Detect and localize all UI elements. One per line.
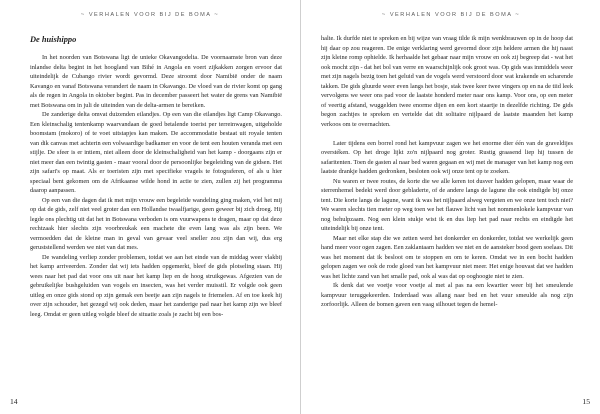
paragraph: Ik denk dat we voetje voor voetje al met al pas na een kwartier weer bij het smeulende kampvuur teruggekeerden. Inderdaad was allang naar bed en het vuur smeulde als nog zijn zorfoorlijk. Alleen de bomen gaven een vaag silhouet tegen de hemel- (321, 282, 573, 308)
paragraph: halte. Ik durfde niet te spreken en bij wijze van vraag tilde ik mijn wenkbrauwen op in de hoop dat hij daar op zou reageren. De enige verklaring werd gevormd door zijn heldere armen die hij naast zijn kleine romp ophielde. Ik herhaalde het gebaar naar mijn vrouw en ook zij begreep dat - wat het ook mocht zijn - dat het bol van verre en waarschijnlijk ook groot was. Op gids was inmiddels weer met zijn nagels bezig toen het geluid van de vogels werd verstoord door wat krakende en scharende takken. De gids gluurde weer even langs het bosje, stak twee keer twee vingers op en na de tiid leek vervolgens we weer ons pad voor de laatste honderd meter naar ons kamp. Voor ons, op een meter of veertig afstand, wuggelden twee enorme dijen en een kort staartje in dezelfde richting. De gids begon zachtjes te spreken en vertelde dat dit solitaire nijlpaard de laatste maanden het kamp verkoos om te overnachten. (321, 35, 573, 128)
running-header (301, 12, 600, 18)
page-number: 15 (582, 397, 590, 406)
paragraph: Nu waren er twee routes, de korte die we alle keren tot dusver hadden gelopen, maar waar de sterrenhemel bedekt werd door gebladerte, of de andere langs de lagune die ook eindigde bij onze tent. Die korte langs de lagune, want ik was het nijlpaard alweg vergeten en we onze tent toch niet? We waren slechts tien meter op weg toen we het flauwe licht van het nommenlokele kampvuur van nog behulpzaam. Nog een klein stukje wist ik en dus liep het pad naar rechts en eindigde het uiteindelijk bij onze tent. (321, 177, 573, 232)
paragraph: De wandeling verliep zonder problemen, totdat we aan het einde van de middag weer vlakbij het kamp arriveerden. Zonder dat wij iets hadden opgemerkt, bleef de gids plotseling staan. Hij wees naar het pad dat voor ons uit naar het kamp liep en de hoog struikgewas. Afgezien van de gebruikelijke bushgeluiden van vogels en insecten, was het verder muisstil. Er volgde ook geen uitleg en onze gids stond op zijn gemak een beetje aan zijn nagels te friemelen. Af en toe keek hij over zijn schouder, het gezegd wij ook deden, maar het zanderige pad naar het kamp zijn we bleef leeg. Omdat er geen uitleg volgde bleef de situatie zoals je zacht bij een bos- (30, 253, 282, 318)
right-page (300, 0, 600, 414)
ornament-icon: ~ (381, 12, 387, 18)
running-header-text: VERHALEN VOOR BIJ DE BOMA (389, 12, 513, 18)
ornament-icon: ~ (214, 12, 220, 18)
chapter-title: De huishippo (30, 35, 77, 44)
running-header-text: VERHALEN VOOR BIJ DE BOMA (88, 12, 212, 18)
ornament-icon: ~ (515, 12, 521, 18)
page-body (30, 34, 282, 319)
running-header (0, 12, 300, 18)
page-number: 14 (10, 397, 18, 406)
paragraph: Later tijdens een borrel rond het kampvuur zagen we het enorme dier één van de graveldijes overstéken. Op het droge lijkt zo'n nijlpaard nog groter. Rustig graasend liep hij tussen de safaritenten. Toen de gasten al naar bed waren gegaan en wij met de manager van het kamp nog een laatste drankje hadden gedronken, besloten ook wij onze tent op te zoeken. (321, 139, 573, 175)
page-body (321, 34, 573, 310)
ornament-icon: ~ (80, 12, 86, 18)
paragraph-gap (321, 129, 573, 139)
paragraph: Op een van die dagen dat ik met mijn vrouw een begeleide wandeling ging maken, viel het mij op dat de gids, zelf niet veel groter dan een Hollandse twaalfjarige, geen geweer bij zich droeg. Hij legde ons plechtig uit dat het in Botswana verboden is om vuurwapens te dragen, maar op dat deze rechtzaak hier slechts zijn voorbreukak een machete die even lang was als zijn been. We vermoedden dat de kleine man in geval van gevaar veel sneller zou zijn dan wij, dus erg geruststellend werden we niet van dat mes. (30, 196, 282, 251)
paragraph: In het noorden van Botswana ligt de unieke Okavangodelta. De voornaamste bron van deze inlandse delta begint in het hoogland van Bihé in Angola en voert zijkakken zorgen ervoor dat uiteindelijk de Cubango rivier wordt gevormd. Deze stroomt door Namibië onder de naam Kavango en vanaf Botswana verandert de naam in Okavango. De vloed van de rivier komt op gang als de regen in Angola in oktober begint. Pas in december passeert het water de grens van Namibië met Botswana om in juli de uiteinden van de delta-armen te bereiken. (30, 54, 282, 109)
paragraph: Maar net elke stap die we zetten werd het donkerder en donkerder, totdat we werkelijk geen hand meer voor ogen zagen. Een zaklantaarn hadden we niet en de aansteker bood geen soelaas. Dit was het moment dat ik besloot om te stoppen en om te keren. Omdat we in een bocht hadden gelopen zagen we ook de rode gloed van het kampvuur niet meer. Het enige houvast dat we hadden was het lichte zand van het smalle pad, ook al was dat op ooghoogte niet te zien. (321, 234, 573, 280)
paragraph: De zanderige delta omvat duizenden eilandjes. Op een van die eilandjes ligt Camp Okavango. Een kleinschalig tentenkamp waarvandaan de goed betalende toerist per terreinwagen, uitgeholde boomstam (mokoro) of te voet uitstapjes kan maken. De accommodatie bestaat uit royale tenten van dik canvas met achterin een volwaardige badkamer en voor de tent een houten veranda met een stijlje. De sfeer is er intiem, niet alleen door de kleinschaligheid van het kamp - doorgaans zijn er niet meer dan een twintig gasten - maar vooral door de persoonlijke begeleiding van de gidsen. Het zijn safari's op maat. Als er toeristen zijn met specifieke vragels te fotograferen, of als u hier speciaal bent gekomen om de Afrikaanse wilde hond in actie te zien, zullen zij het programma daarop aanpassen. (30, 111, 282, 194)
